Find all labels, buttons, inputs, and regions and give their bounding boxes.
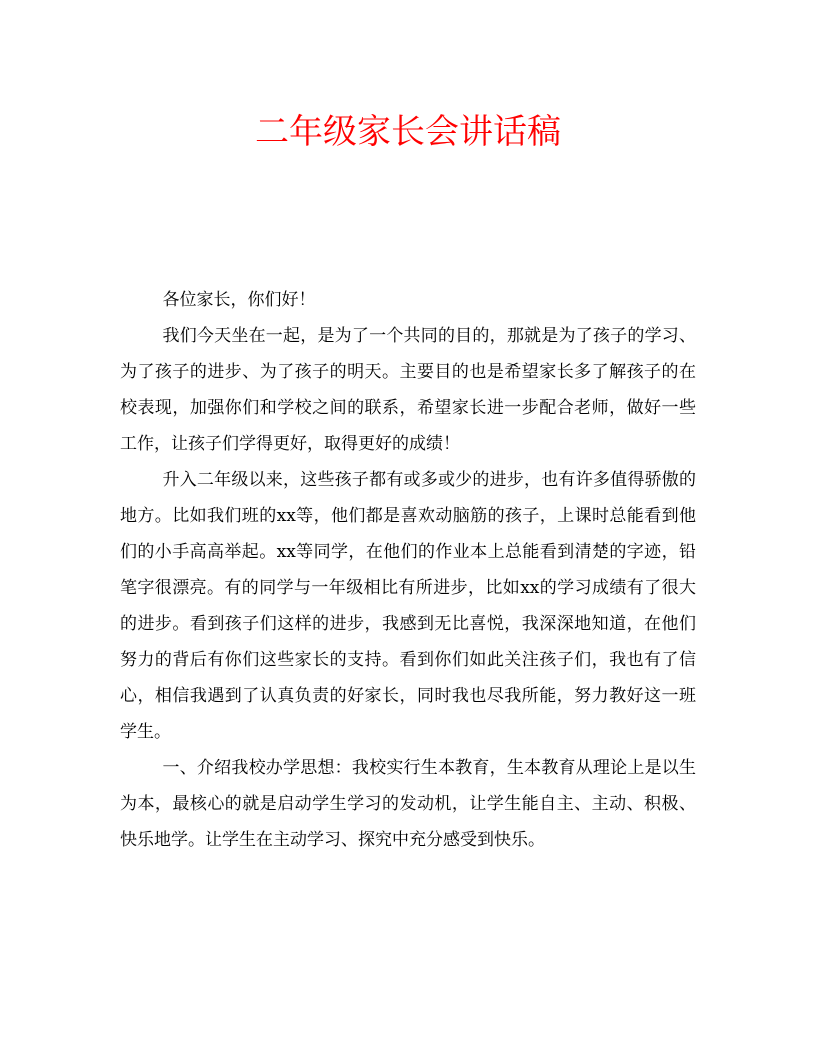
paragraph-greeting: 各位家长，你们好！ <box>162 290 316 310</box>
document-body <box>120 282 696 858</box>
document-title: 二年级家长会讲话稿 <box>255 112 561 152</box>
paragraph-progress: 升入二年级以来，这些孩子都有或多或少的进步，也有许多值得骄傲的地方。比如我们班的xx等，他们都是喜欢动脑筋的孩子，上课时总能看到他们的小手高高举起。xx等同学，在他们的作业本上总能看到清楚的字迹，铅笔字很漂亮。有的同学与一年级相比有所进步，比如xx的学习成绩有了很大的进步。看到孩子们这样的进步，我感到无比喜悦，我深深地知道，在他们努力的背后有你们这些家长的支持。看到你们如此关注孩子们，我也有了信心，相信我遇到了认真负责的好家长，同时我也尽我所能，努力教好这一班学生。 <box>120 470 696 742</box>
paragraph-purpose: 我们今天坐在一起，是为了一个共同的目的，那就是为了孩子的学习、为了孩子的进步、为了孩子的明天。主要目的也是希望家长多了解孩子的在校表现，加强你们和学校之间的联系，希望家长进一步配合老师，做好一些工作，让孩子们学得更好，取得更好的成绩！ <box>120 326 696 454</box>
paragraph-school-philosophy: 一、介绍我校办学思想：我校实行生本教育，生本教育从理论上是以生为本，最核心的就是启动学生学习的发动机，让学生能自主、主动、积极、快乐地学。让学生在主动学习、探究中充分感受到快乐。 <box>120 758 696 850</box>
